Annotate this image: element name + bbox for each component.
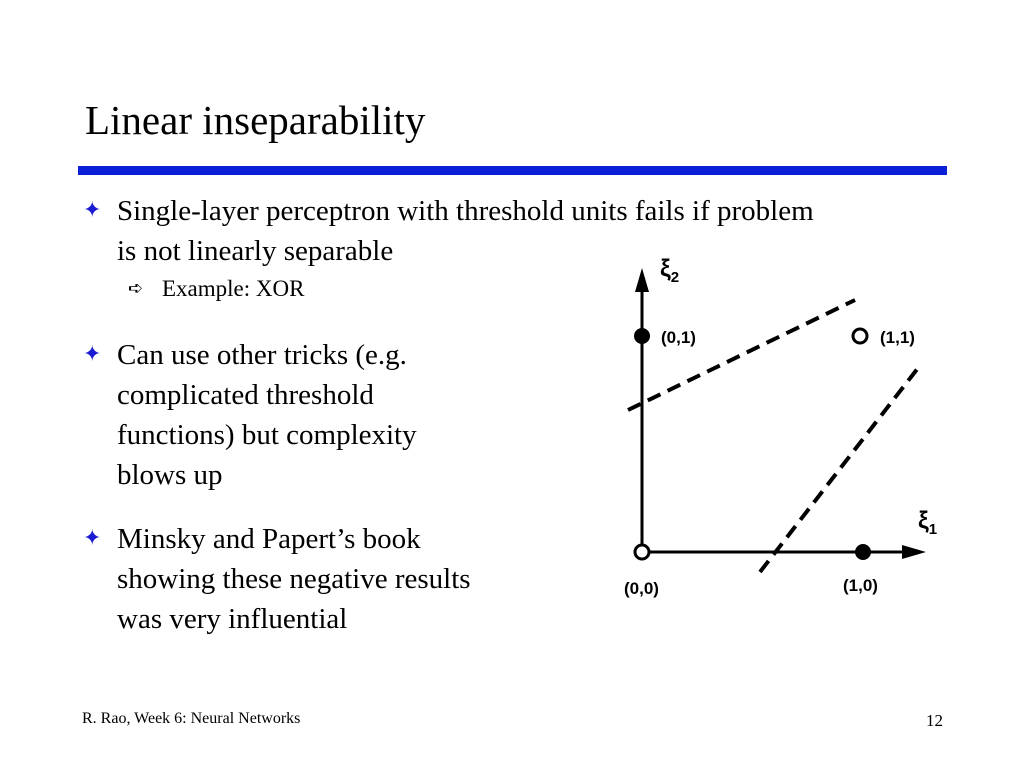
- point-1-0: [855, 544, 871, 560]
- bullet-other-tricks: [83, 335, 417, 495]
- point-label-0-0: (0,0): [624, 579, 659, 598]
- y-axis-label: $\xi_2$: [660, 255, 680, 286]
- separator-line-lower: [760, 368, 918, 572]
- bullet-text-line: Minsky and Papert’s book: [117, 523, 421, 555]
- xor-diagram: [600, 250, 960, 620]
- slide-title: Linear inseparability: [85, 97, 426, 143]
- point-label-1-1: (1,1): [880, 328, 915, 347]
- point-0-0: [635, 545, 649, 559]
- bullet-minsky-papert: [83, 519, 471, 639]
- y-axis-arrowhead: [635, 268, 649, 292]
- bullet-text-line: functions) but complexity: [117, 419, 417, 451]
- hollow-arrow-icon: ➪: [128, 278, 144, 299]
- bullet-text-line: blows up: [117, 459, 223, 491]
- point-1-1: [853, 329, 867, 343]
- footer-course: R. Rao, Week 6: Neural Networks: [82, 710, 301, 727]
- bullet-text-line: complicated threshold: [117, 379, 374, 411]
- bullet-text-line: showing these negative results: [117, 563, 471, 595]
- bullet-text-line: Single-layer perceptron with threshold units fails if problem: [117, 195, 814, 227]
- x-axis-label: $\xi_1$: [918, 507, 938, 538]
- title-underline: [78, 166, 947, 175]
- point-label-1-0: (1,0): [843, 576, 878, 595]
- bullet-text-line: was very influential: [117, 603, 348, 635]
- bullet-text-line: is not linearly separable: [117, 235, 394, 267]
- separator-line-upper: [628, 300, 855, 410]
- page-number: 12: [926, 711, 943, 730]
- point-label-0-1: (0,1): [661, 328, 696, 347]
- bullet-star-icon: ✦: [83, 198, 102, 223]
- point-0-1: [634, 328, 650, 344]
- sub-bullet-text: Example: XOR: [162, 276, 305, 301]
- bullet-text-line: Can use other tricks (e.g.: [117, 339, 407, 371]
- bullet-star-icon: ✦: [83, 526, 102, 551]
- x-axis-arrowhead: [902, 545, 926, 559]
- bullet-star-icon: ✦: [83, 342, 102, 367]
- sub-bullet-example: [128, 274, 305, 304]
